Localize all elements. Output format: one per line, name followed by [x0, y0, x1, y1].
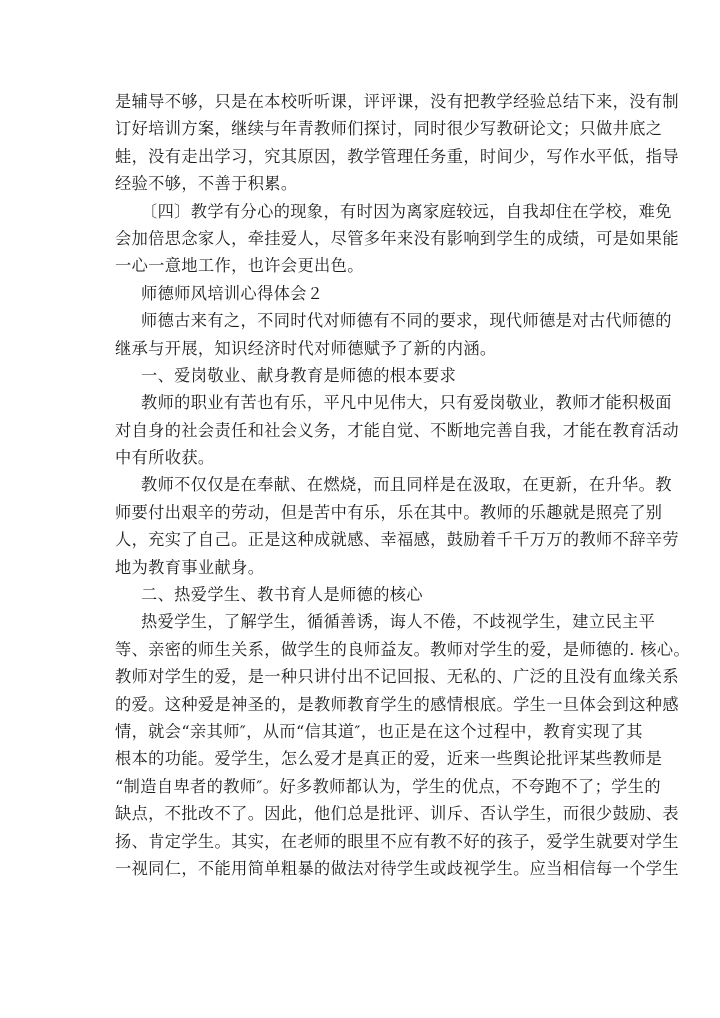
paragraph-line: 人，充实了自己。正是这种成就感、幸福感，鼓励着千千万万的教师不辞辛劳 — [115, 530, 679, 550]
paragraph-line: 地为教育事业献身。 — [115, 557, 265, 577]
paragraph-line: 师德古来有之，不同时代对师德有不同的要求，现代师德是对古代师德的 — [141, 311, 672, 331]
paragraph-line: 缺点，不批改不了。因此，他们总是批评、训斥、否认学生，而很少鼓励、表 — [115, 804, 679, 824]
paragraph-line: 会加倍思念家人，牵挂爱人，尽管多年来没有影响到学生的成绩，可是如果能 — [115, 228, 679, 248]
paragraph-line: 教师对学生的爱，是一种只讲付出不记回报、无私的、广泛的且没有血缘关系 — [115, 667, 679, 687]
section-title: 师德师风培训心得体会２ — [141, 283, 324, 303]
paragraph-line: 热爱学生，了解学生，循循善诱，诲人不倦，不歧视学生，建立民主平 — [141, 612, 656, 632]
paragraph-line: “制造自卑者的教师″。好多教师都认为，学生的优点，不夸跑不了；学生的 — [115, 776, 661, 796]
paragraph-line: 对自身的社会责任和社会义务，才能自觉、不断地完善自我，才能在教育活动 — [115, 420, 679, 440]
paragraph-line: 教师不仅仅是在奉献、在燃烧，而且同样是在汲取，在更新，在升华。教 — [141, 475, 672, 495]
paragraph-line: 教师的职业有苦也有乐，平凡中见伟大，只有爱岗敬业，教师才能积极面 — [141, 393, 672, 413]
paragraph-line: 经验不够，不善于积累。 — [115, 174, 298, 194]
paragraph-line: 情，就会“亲其师″，从而“信其道″，也正是在这个过程中，教育实现了其 — [115, 721, 643, 741]
paragraph-line: 继承与开展，知识经济时代对师德赋予了新的内涵。 — [115, 338, 497, 358]
paragraph-line: 一视同仁，不能用简单粗暴的做法对待学生或歧视学生。应当相信每一个学生 — [115, 858, 679, 878]
paragraph-line: 根本的功能。爱学生，怎么爱才是真正的爱，近来一些舆论批评某些教师是 — [115, 749, 663, 769]
paragraph-line: 中有所收获。 — [115, 448, 215, 468]
paragraph-line: 一心一意地工作，也许会更出色。 — [115, 256, 364, 276]
paragraph-line: 的爱。这种爱是神圣的，是教师教育学生的感情根底。学生一旦体会到这种感 — [115, 694, 679, 714]
paragraph-line: 师要付出艰辛的劳动，但是苦中有乐，乐在其中。教师的乐趣就是照亮了别 — [115, 502, 663, 522]
document-body — [115, 88, 691, 882]
paragraph-line: 〔四〕教学有分心的现象，有时因为离家庭较远，自我却住在学校，难免 — [141, 201, 672, 221]
section-heading: 一、爱岗敬业、献身教育是师德的根本要求 — [141, 365, 457, 385]
section-heading: 二、热爱学生、教书育人是师德的核心 — [141, 585, 423, 605]
paragraph-line: 蛙，没有走出学习，究其原因，教学管理任务重，时间少，写作水平低，指导 — [115, 146, 679, 166]
paragraph-line: 是辅导不够，只是在本校听听课，评评课，没有把教学经验总结下来，没有制 — [115, 92, 679, 111]
paragraph-line: 等、亲密的师生关系，做学生的良师益友。教师对学生的爱，是师德的. 核心。 — [115, 639, 691, 659]
paragraph-line: 订好培训方案，继续与年青教师们探讨，同时很少写教研论文；只做井底之 — [115, 119, 663, 139]
paragraph-line: 扬、肯定学生。其实，在老师的眼里不应有教不好的孩子，爱学生就要对学生 — [115, 831, 679, 851]
